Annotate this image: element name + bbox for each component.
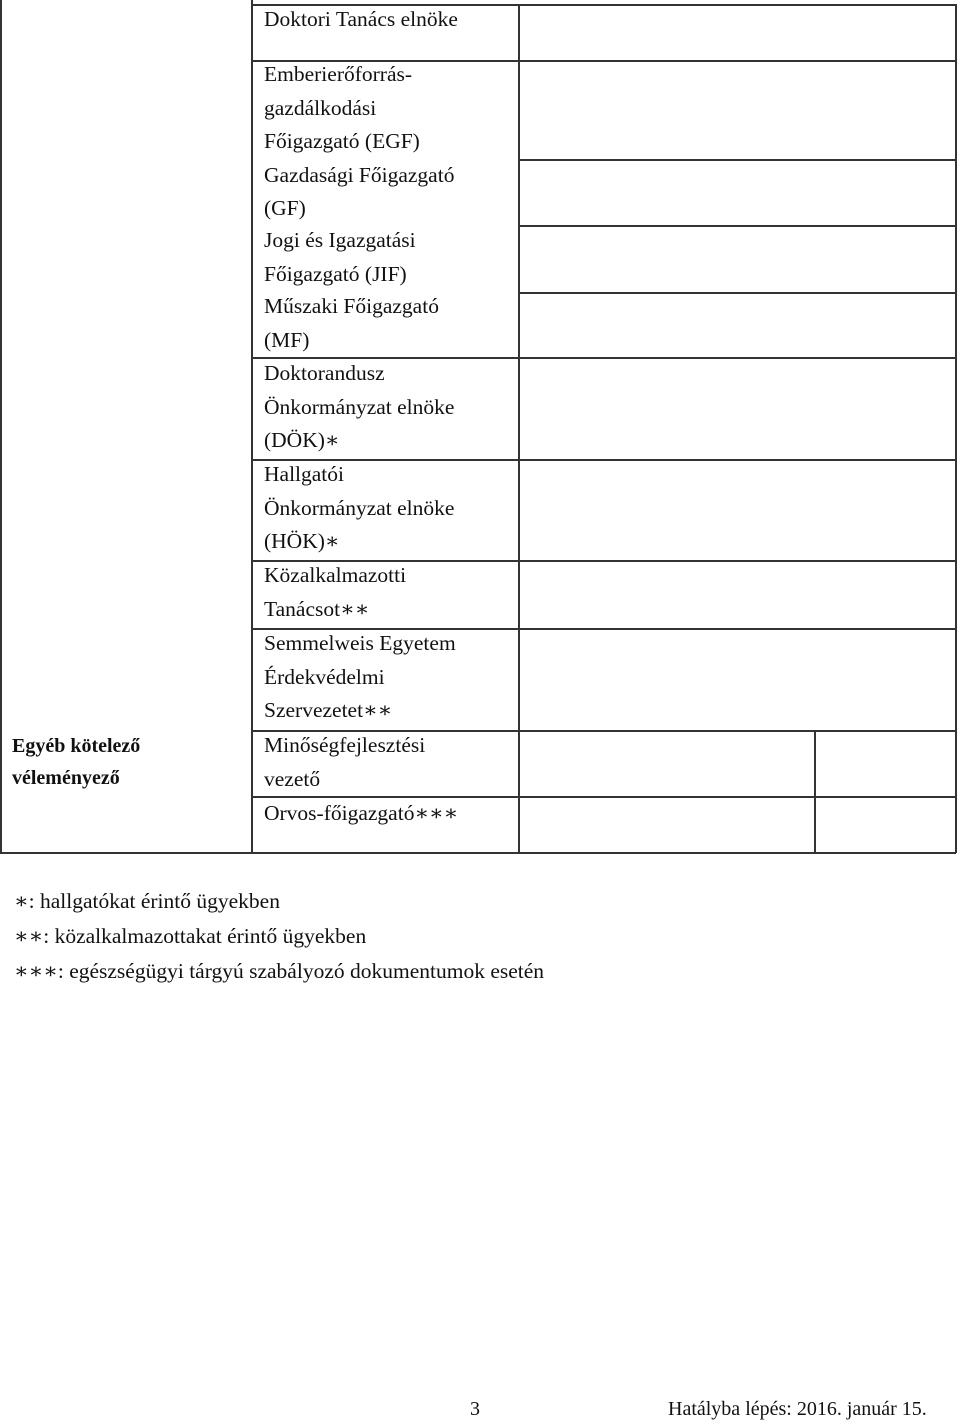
row-legal-director: Jogi és Igazgatási Főigazgató (JIF) — [264, 228, 416, 286]
table-border-left — [0, 0, 2, 853]
footnote-triple-asterisk: ∗∗∗: egészségügyi tárgyú szabályozó dokumentumok esetén — [14, 959, 545, 983]
table-column-divider-3 — [814, 730, 816, 853]
row-public-employee-council: Közalkalmazotti Tanácsot∗∗ — [264, 563, 407, 621]
row-interest-protection-organization: Semmelweis Egyetem Érdekvédelmi Szervezetet∗∗ — [264, 631, 456, 722]
table-border-bottom — [0, 852, 956, 854]
row-quality-development-head: Minőségfejlesztési vezető — [264, 733, 426, 791]
row-divider — [518, 159, 956, 161]
page-number: 3 — [470, 1398, 480, 1420]
table-column-divider-2 — [518, 4, 520, 853]
row-doctoral-council-chair: Doktori Tanács elnöke — [264, 7, 458, 31]
table-column-divider-1 — [251, 0, 253, 853]
table-border-right — [955, 4, 957, 853]
footnote-single-asterisk: ∗: hallgatókat érintő ügyekben — [14, 889, 280, 913]
row-technical-director: Műszaki Főigazgató (MF) — [264, 294, 439, 352]
row-student-union: Hallgatói Önkormányzat elnöke (HÖK)∗ — [264, 462, 455, 553]
row-divider — [518, 292, 956, 294]
category-label: Egyéb kötelező véleményező — [12, 735, 141, 789]
row-divider — [518, 225, 956, 227]
footnote-double-asterisk: ∗∗: közalkalmazottakat érintő ügyekben — [14, 924, 367, 948]
effective-date: Hatályba lépés: 2016. január 15. — [668, 1398, 927, 1420]
row-doctoral-student-union: Doktorandusz Önkormányzat elnöke (DÖK)∗ — [264, 361, 455, 452]
row-chief-medical-director: Orvos-főigazgató∗∗∗ — [264, 801, 459, 825]
footnotes — [14, 884, 544, 989]
row-hr-and-economic-director: Emberierőforrás- gazdálkodási Főigazgató (EGF) Gazdasági Főigazgató (GF) — [264, 62, 455, 220]
